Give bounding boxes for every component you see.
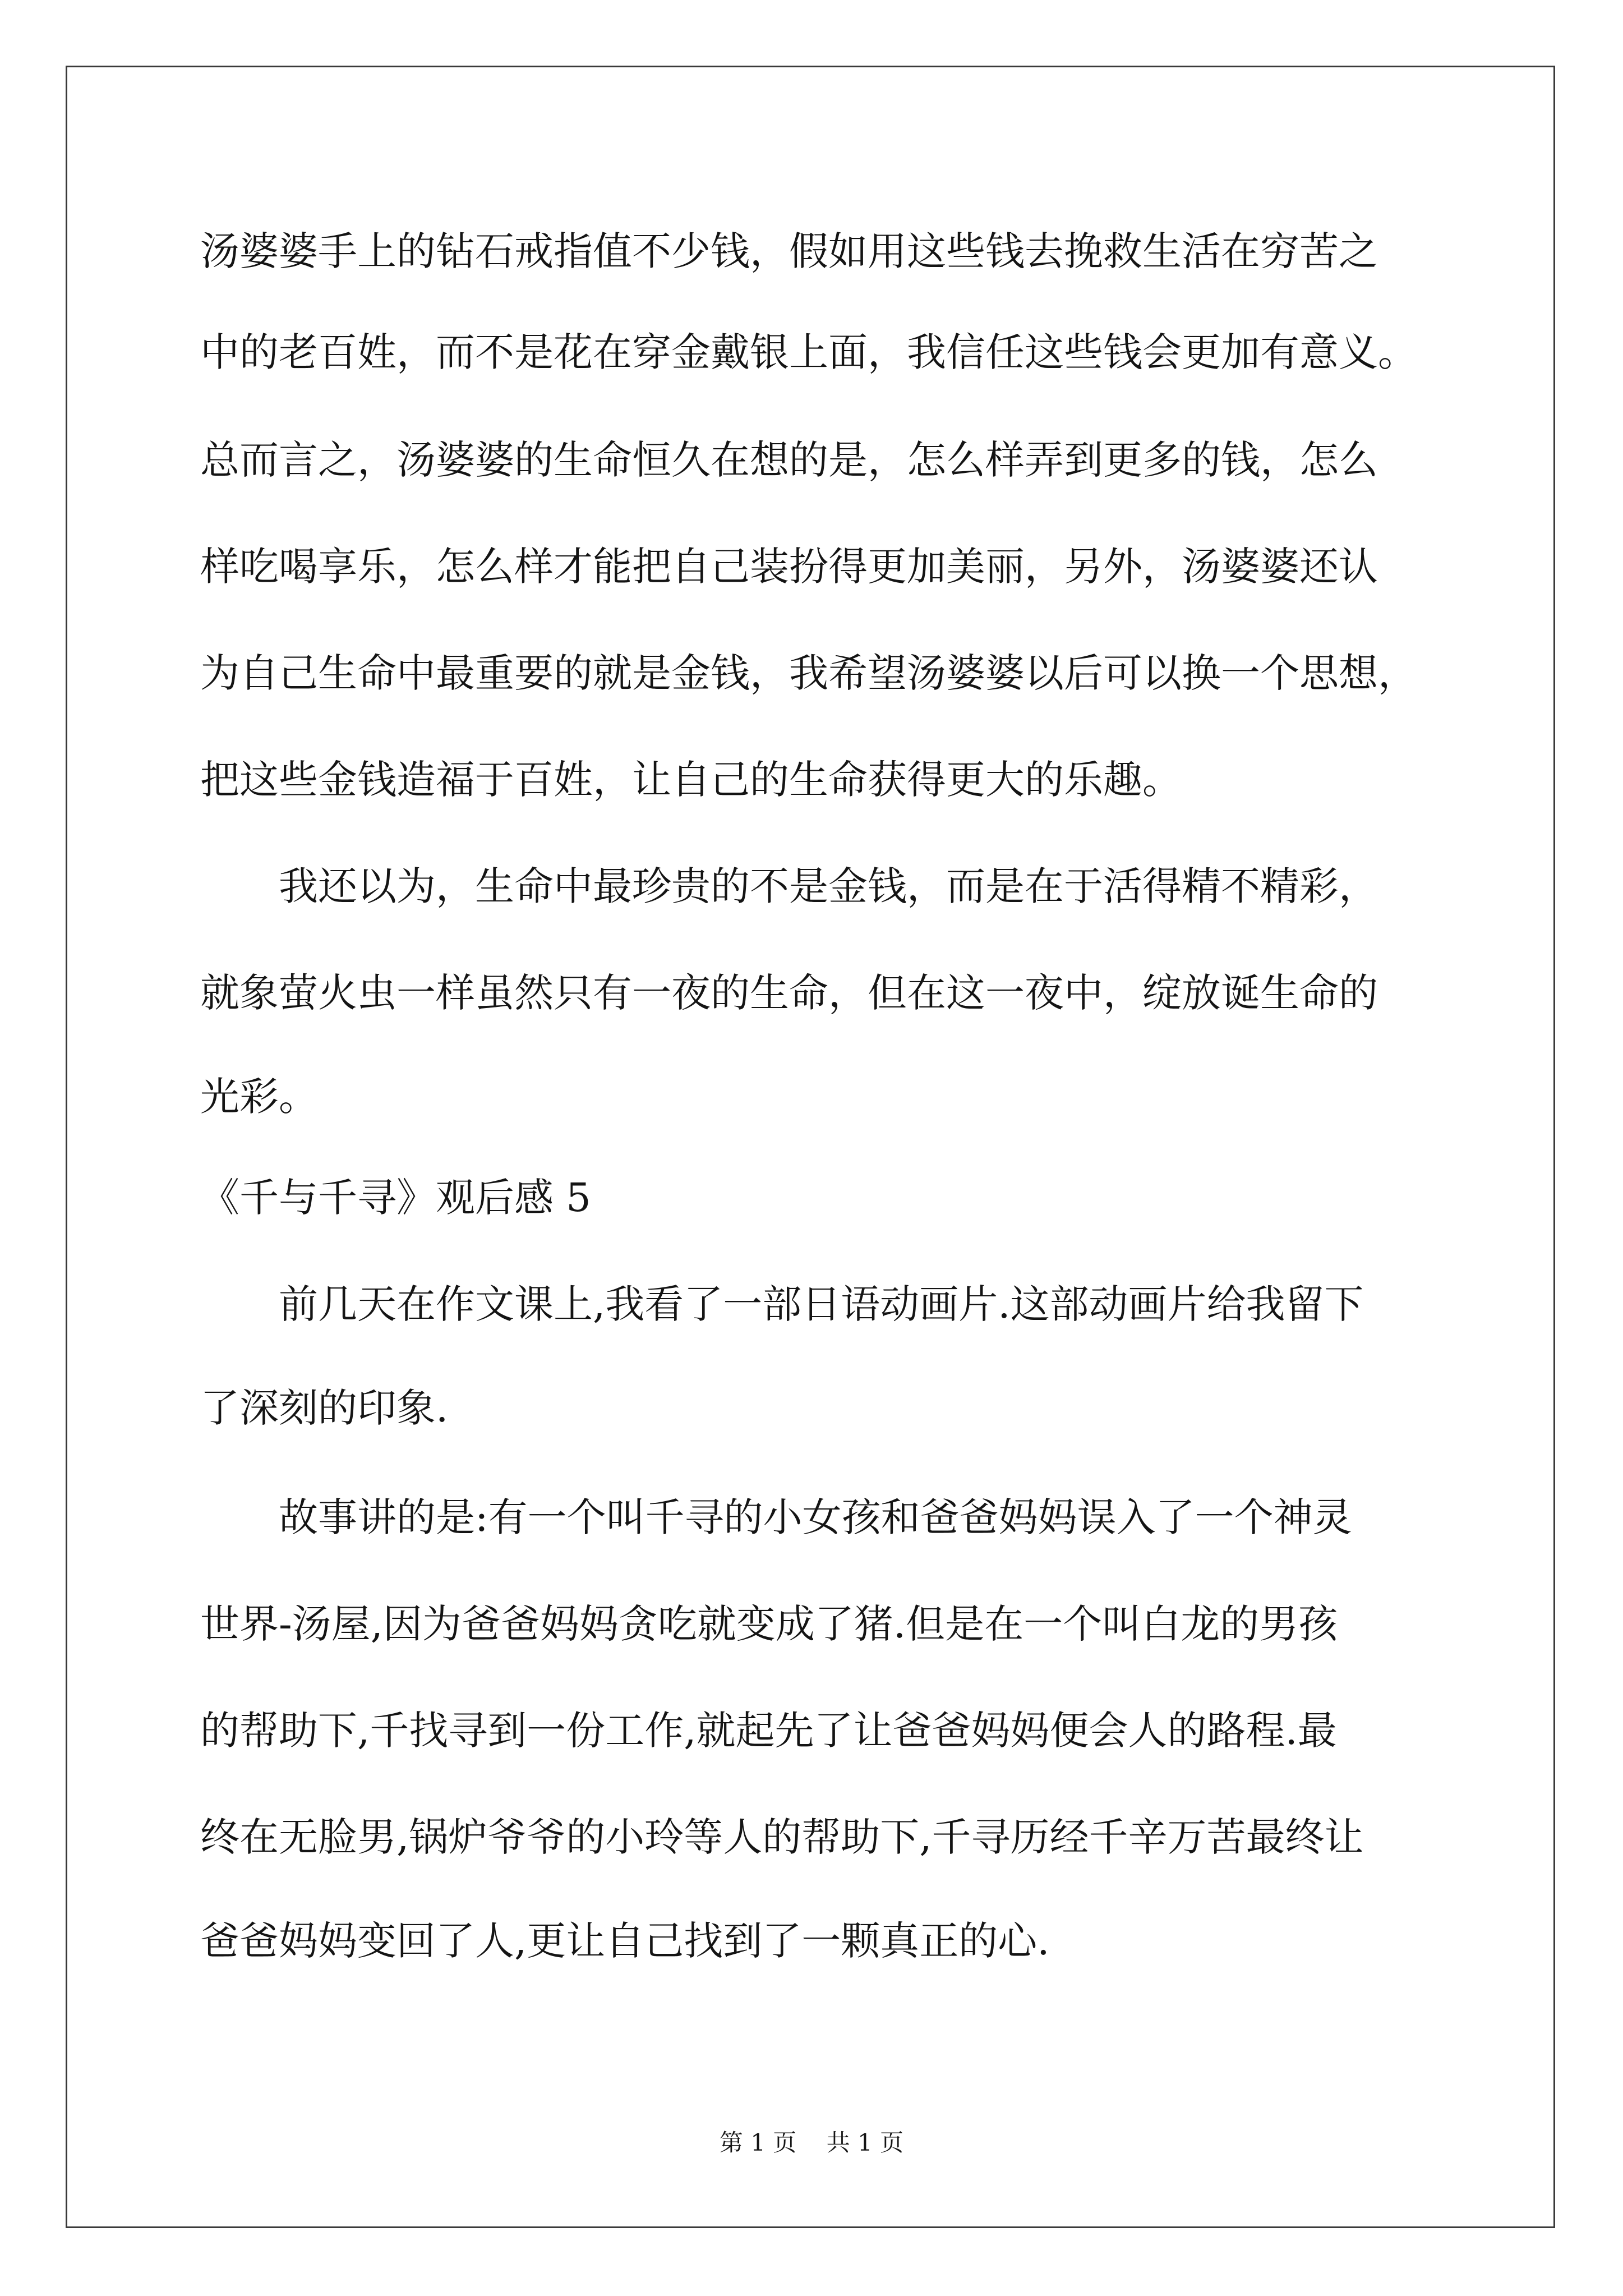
page-border: [66, 66, 1555, 2228]
page-number-footer: 第 1 页 共 1 页: [719, 2129, 904, 2156]
paragraph-line: 终在无脸男,锅炉爷爷的小玲等人的帮助下,千寻历经千辛万苦最终让: [200, 1814, 1364, 1860]
paragraph-line: 前几天在作文课上,我看了一部日语动画片.这部动画片给我留下: [279, 1281, 1364, 1327]
paragraph-line: 中的老百姓，而不是花在穿金戴银上面，我信任这些钱会更加有意义。: [200, 329, 1417, 375]
paragraph-line: 世界-汤屋,因为爸爸妈妈贪吃就变成了猪.但是在一个叫白龙的男孩: [200, 1601, 1338, 1647]
paragraph-line: 把这些金钱造福于百姓，让自己的生命获得更大的乐趣。: [200, 757, 1182, 803]
paragraph-line: 就象萤火虫一样虽然只有一夜的生命，但在这一夜中，绽放诞生命的: [200, 970, 1378, 1016]
paragraph-line: 了深刻的印象.: [200, 1385, 449, 1431]
paragraph-line: 的帮助下,千找寻到一份工作,就起先了让爸爸妈妈便会人的路程.最: [200, 1708, 1337, 1754]
paragraph-line: 汤婆婆手上的钻石戒指值不少钱，假如用这些钱去挽救生活在穷苦之: [200, 228, 1378, 274]
paragraph-line: 我还以为，生命中最珍贵的不是金钱，而是在于活得精不精彩，: [279, 863, 1378, 909]
paragraph-line: 光彩。: [200, 1074, 318, 1120]
paragraph-line: 爸爸妈妈变回了人,更让自己找到了一颗真正的心.: [200, 1918, 1050, 1964]
section-title: 《千与千寻》观后感 5: [200, 1175, 591, 1221]
paragraph-line: 故事讲的是:有一个叫千寻的小女孩和爸爸妈妈误入了一个神灵: [279, 1494, 1352, 1540]
paragraph-line: 为自己生命中最重要的就是金钱，我希望汤婆婆以后可以换一个思想，: [200, 650, 1417, 696]
paragraph-line: 样吃喝享乐，怎么样才能把自己装扮得更加美丽，另外，汤婆婆还认: [200, 544, 1378, 590]
paragraph-line: 总而言之，汤婆婆的生命恒久在想的是，怎么样弄到更多的钱，怎么: [200, 437, 1378, 483]
